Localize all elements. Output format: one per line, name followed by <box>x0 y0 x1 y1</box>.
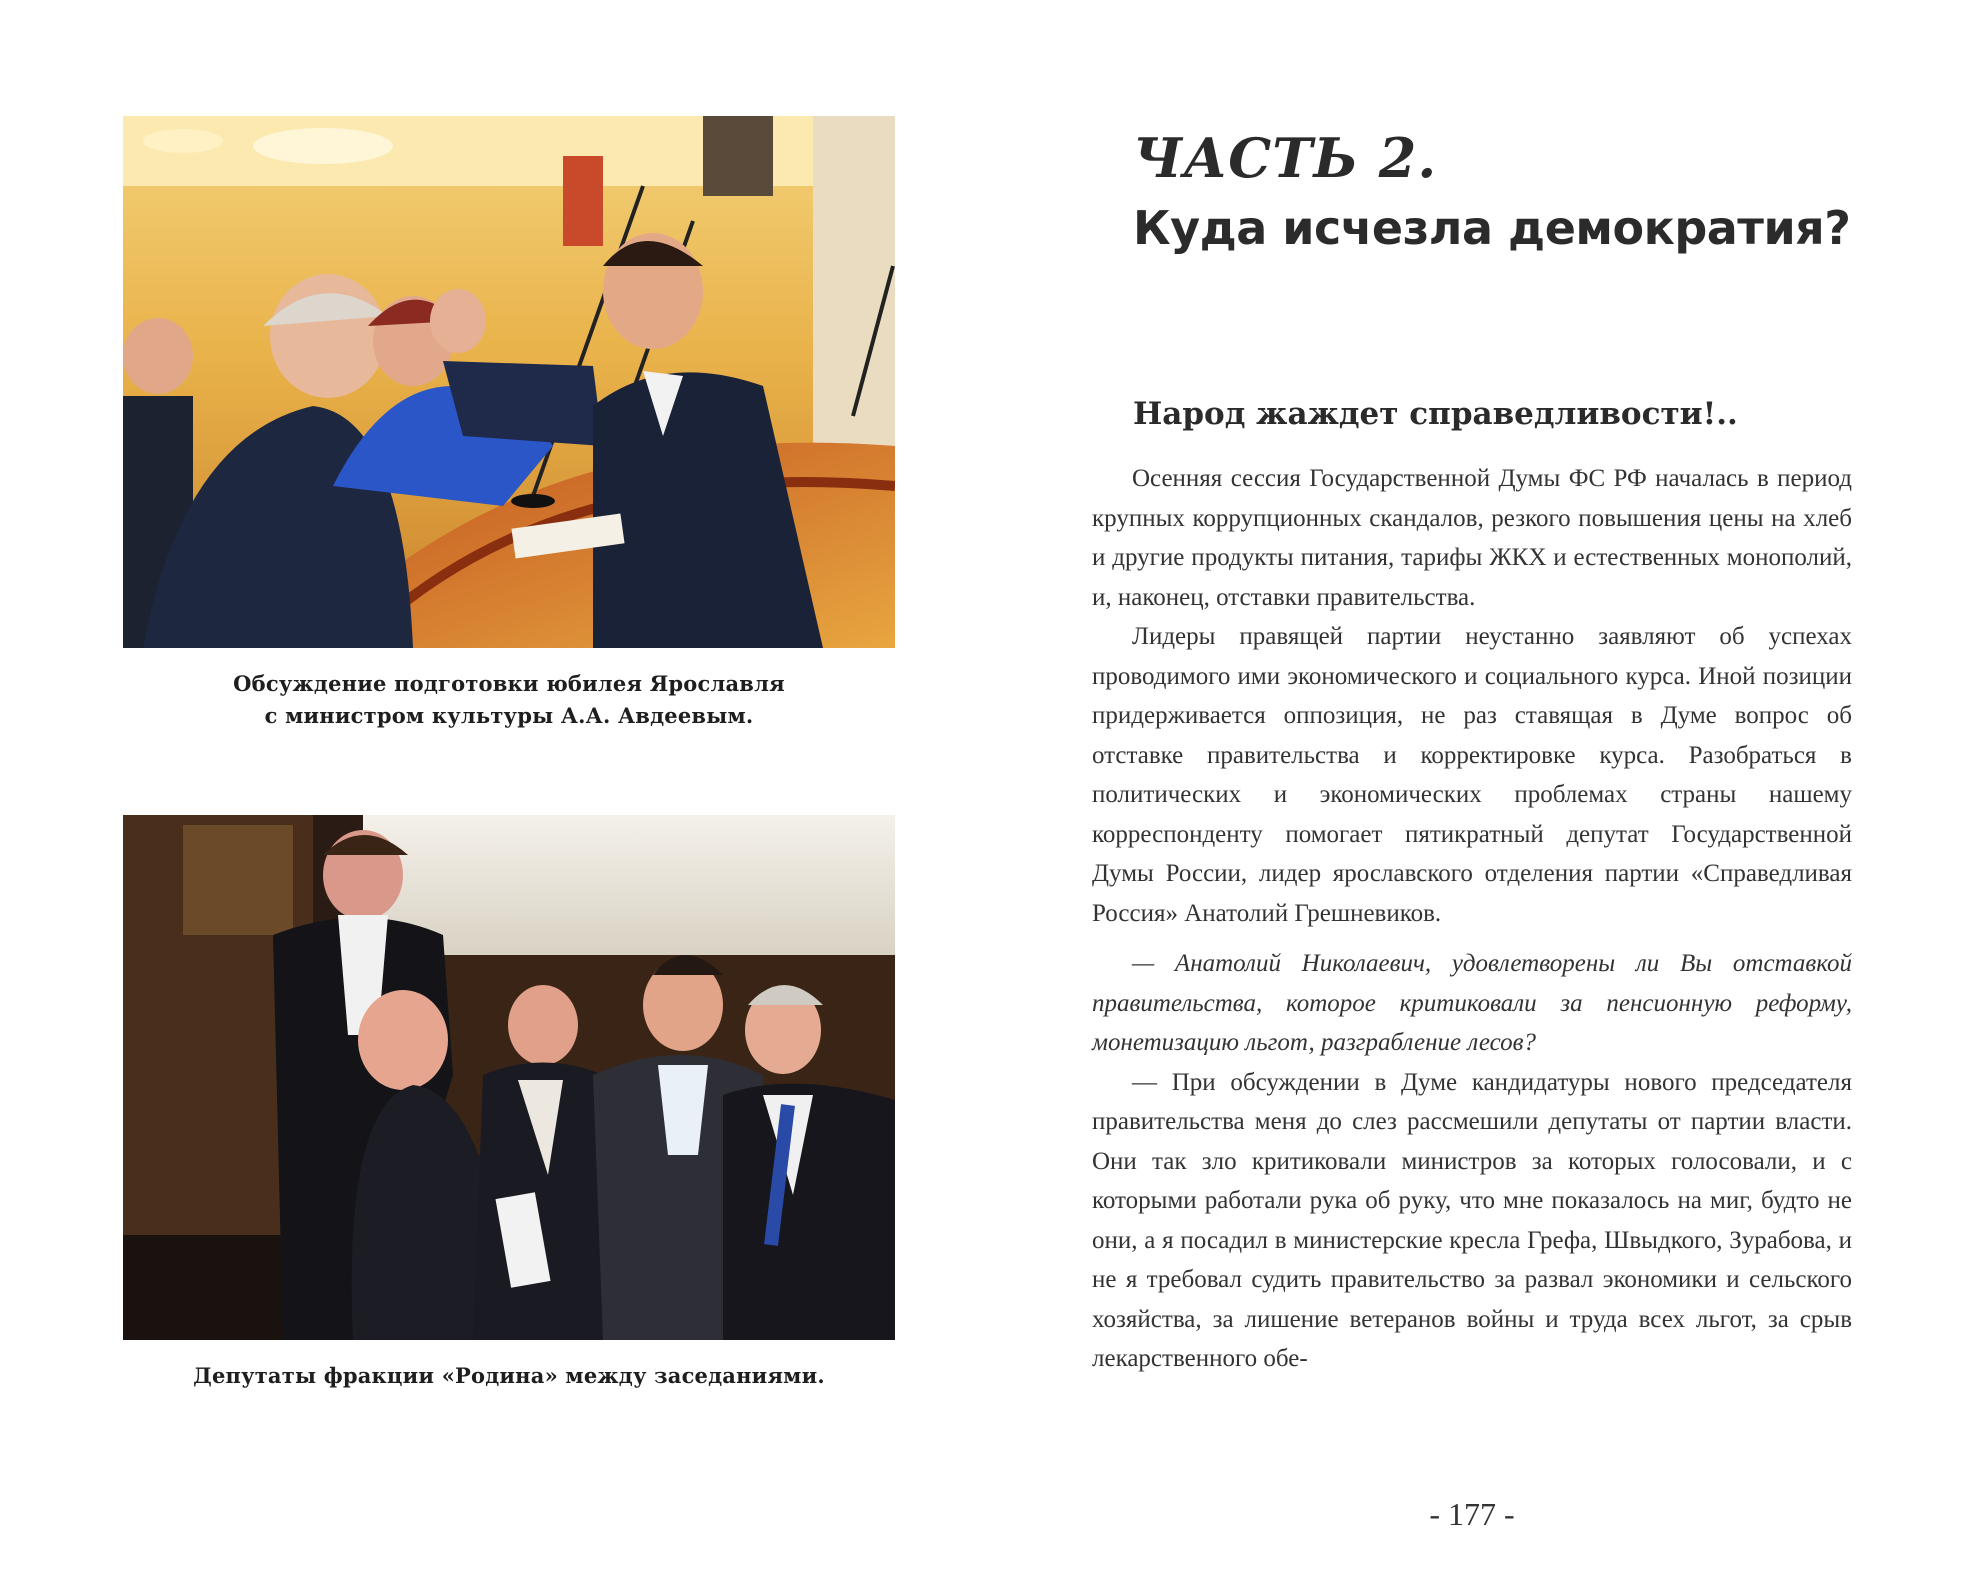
photo-rodina-deputies-icon <box>123 815 895 1340</box>
page-number: - 177 - <box>1429 1496 1515 1532</box>
interview-answer: — При обсуждении в Думе кандидатуры нового председателя правительства меня до слез рассмешили депутаты от партии власти. Они так зло критиковали министров за которых голосовали, и с которыми работали рука об руку, что мне показалось на миг, будто не они, а я посадил в министерские кресла Грефа, Швыдкого, Зурабова, и не я требовал судить правительство за развал экономики и сельского хозяйства, за лишение ветеранов войны и труда всех льгот, за срыв лекарственного обе- <box>1092 1068 1852 1372</box>
caption-line: Депутаты фракции «Родина» между заседаниями. <box>193 1363 825 1388</box>
article-body <box>1092 459 1852 1379</box>
part-label: ЧАСТЬ 2. <box>1133 126 1438 190</box>
photo-caption-1 <box>123 668 895 732</box>
caption-line: Обсуждение подготовки юбилея Ярославля <box>233 671 785 696</box>
paragraph: Лидеры правящей партии неустанно заявляют об успехах проводимого ими экономического и социального курса. Иной позиции придерживается оппозиция, не раз ставящая в Думе вопрос об отставке правительства и корректировке курса. Разобраться в политических и экономических проблемах страны нашему корреспонденту помогает пятикратный депутат Государственной Думы России, лидер ярославского отделения партии «Справедливая Россия» Анатолий Грешневиков. <box>1092 623 1852 927</box>
interview-question: — Анатолий Николаевич, удовлетворены ли Вы отставкой правительства, которое критиковали за пенсионную реформу, монетизацию льгот, разграбление лесов? <box>1092 950 1852 1056</box>
caption-line: с министром культуры А.А. Авдеевым. <box>264 703 754 728</box>
section-heading: Народ жаждет справедливости!.. <box>1133 396 1738 432</box>
paragraph: Осенняя сессия Государственной Думы ФС РФ началась в период крупных коррупционных скандалов, резкого повышения цены на хлеб и другие продукты питания, тарифы ЖКХ и естественных монополий, и, наконец, отставки правительства. <box>1092 465 1852 611</box>
photo-meeting-culture-minister-icon <box>123 116 895 648</box>
chapter-title: Куда исчезла демократия? <box>1133 201 1851 255</box>
photo-caption-2 <box>123 1360 895 1392</box>
